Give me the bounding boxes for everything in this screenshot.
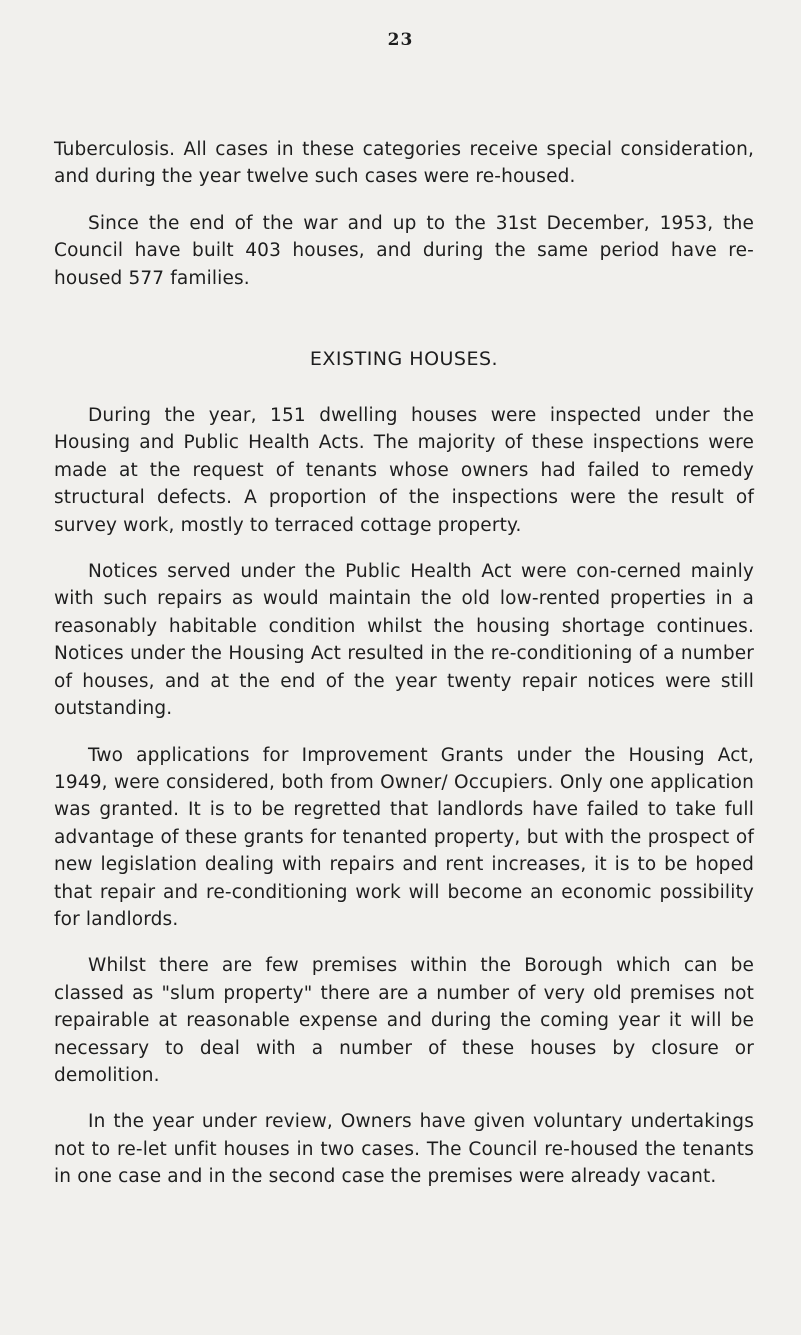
paragraph-slum-property: Whilst there are few premises within the Borough which can be classed as "slum property" there are a number of very old premises not repairable at reasonable expense and during the coming year it will be necessary to deal with a number of these houses by closure or demolition.	[54, 955, 754, 1086]
paragraph-voluntary-undertakings: In the year under review, Owners have given voluntary undertakings not to re-let unfit houses in two cases. The Council re-housed the tenants in one case and in the second case the premises were already vacant.	[54, 1111, 754, 1188]
paragraph-inspections: During the year, 151 dwelling houses were inspected under the Housing and Public Health Acts. The majority of these inspections were made at the request of tenants whose owners had failed to remedy structural defects. A proportion of the inspections were the result of survey work, mostly to terraced cottage property.	[54, 405, 754, 536]
body-text	[54, 136, 754, 1191]
paragraph-houses-built: Since the end of the war and up to the 31st December, 1953, the Council have built 403 houses, and during the same period have re-housed 577 families.	[54, 212, 754, 289]
paragraph-improvement-grants: Two applications for Improvement Grants under the Housing Act, 1949, were considered, both from Owner/ Occupiers. Only one application was granted. It is to be regretted that landlords have failed to take full advantage of these grants for tenanted property, but with the prospect of new legislation dealing with repairs and rent increases, it is to be hoped that repair and re-conditioning work will become an economic possibility for landlords.	[54, 744, 754, 930]
paragraph-notices: Notices served under the Public Health Act were con-cerned mainly with such repairs as would maintain the old low-rented properties in a reasonably habitable condition whilst the housing shortage continues. Notices under the Housing Act resulted in the re-conditioning of a number of houses, and at the end of the year twenty repair notices were still outstanding.	[54, 561, 754, 720]
page-number: 23	[387, 30, 414, 50]
paragraph-tuberculosis: Tuberculosis. All cases in these categories receive special consideration, and during the year twelve such cases were re-housed.	[54, 139, 754, 188]
section-heading-existing-houses: EXISTING HOUSES.	[309, 348, 499, 371]
